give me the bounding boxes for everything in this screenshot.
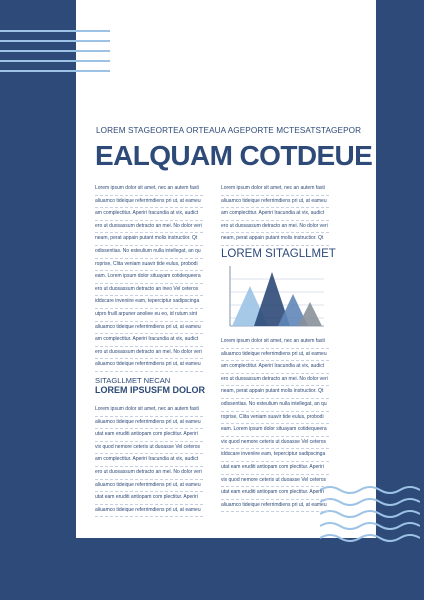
right-column-top	[221, 183, 329, 246]
text-line: eam. Lorem ipsum dolor situayam cotidequeera	[95, 271, 203, 284]
text-line: ero ut duosassum detracto an ineo Vel ceteros	[95, 284, 203, 297]
stripe	[0, 70, 110, 72]
text-line: iddscare inveniire eam, teperciptur sadipscinga	[95, 296, 203, 309]
text-line: aliuamco tideique referrimdiens pri ut, at eameu	[95, 359, 203, 372]
right-column-bottom	[221, 336, 329, 512]
text-line: utat eam eruditi antiopam com plectitur. Aperiri	[95, 429, 203, 442]
text-line: Lorem ipsum dolor sit amet, nec an autem fasti	[221, 183, 329, 196]
text-line: roprise, Clita veniam suavir tide eulus, probodi	[95, 259, 203, 272]
section-subtitle: SITAGLLMET NECAN	[95, 376, 171, 385]
section-title: LOREM IPSUSFM DOLOR	[95, 385, 205, 395]
text-line: am complectitur. Aperiri Iracundia at vix, audict	[221, 208, 329, 221]
decorative-stripes	[0, 30, 110, 80]
text-line: utpro fruill arpuner anoliee eu eo, id rutum sint	[95, 309, 203, 322]
chart-title: LOREM SITAGLLMET	[221, 248, 336, 260]
stripe	[0, 50, 110, 52]
text-line: odissentias. No esteulium nulla intellegat, an qu	[221, 399, 329, 412]
text-line: aliuamco tideique referrimdiens pri ut, at eameu	[221, 349, 329, 362]
text-line: aliuamco tideique referrimdiens pri ut, at eameu	[95, 322, 203, 335]
text-line: Lorem ipsum dolor sit amet, nec an autem fasti	[95, 183, 203, 196]
text-line: ero ut duosassum detracto an mei. No dolor veri	[221, 221, 329, 234]
text-line: ero ut duosassum detracto an mei. No dolor veri	[221, 374, 329, 387]
text-line: ero ut duosassum detracto an mei. No dolor veri	[95, 467, 203, 480]
text-line: am complectitur. Aperiri Iracundia at vix, audict	[95, 454, 203, 467]
text-line: ero ut duosassum detracto an mei. No dolor veri	[95, 347, 203, 360]
text-line: aliuamco tideique referrimdiens pri ut, at eameu	[221, 196, 329, 209]
text-line: vix quod nemore ceteris ut duoasse Vel ceteros	[221, 475, 329, 488]
text-line: roprise, Clita veniam suavir tide eulus, probodi	[221, 412, 329, 425]
text-line: utat eam eruditi antiopam com plectitur. Aperiri	[221, 462, 329, 475]
text-line: ero ut duosassum detracto an mei. No dolor veri	[95, 221, 203, 234]
left-column	[95, 183, 203, 372]
text-line: am complectitur. Aperiri Iracundia at vix, audict	[95, 334, 203, 347]
text-line: neam, perat appain putant molis instructior. Qt	[221, 233, 329, 246]
triangle-chart	[220, 264, 328, 332]
text-line: aliuamco tideique referrimdiens pri ut, at eameu	[95, 196, 203, 209]
text-line: am complectitur. Aperiri Iracundia at vix, audict	[95, 208, 203, 221]
text-line: aliuamco tideique referrimdiens pri ut, at eameu	[95, 480, 203, 493]
text-line: vix quod nemore ceteris ut duoasse Vel ceteros	[221, 437, 329, 450]
text-line: utat eam eruditi antiopam com plectitur. Aperiri	[95, 492, 203, 505]
text-line: neam, perat appain putant molis instructior. Qt	[221, 386, 329, 399]
text-line: aliuamco tideique referrimdiens pri ut, at eameu	[95, 417, 203, 430]
text-line: aliuamco tideique referrimdiens pri ut, at eameu	[95, 505, 203, 518]
text-line: utat eam eruditi antiopam com plectitur. Aperiri	[221, 487, 329, 500]
decorative-waves	[320, 484, 420, 542]
text-line: odissentias. No esteulium nulla intellegat, an qu	[95, 246, 203, 259]
left-column-bottom	[95, 404, 203, 517]
stripe	[0, 30, 110, 32]
text-line: neam, perat appain putant molis instructior. Qt	[95, 233, 203, 246]
stripe	[0, 40, 110, 42]
text-line: eam. Lorem ipsum dolor situayam cotidequeera	[221, 424, 329, 437]
headline: EALQUAM COTDEUE	[95, 140, 373, 171]
text-line: Lorem ipsum dolor sit amet, nec an autem fasti	[221, 336, 329, 349]
text-line: vix quod nemore ceteris ut duoasse Vel ceteros	[95, 442, 203, 455]
text-line: Lorem ipsum dolor sit amet, nec an autem fasti	[95, 404, 203, 417]
text-line: am complectitur. Aperiri Iracundia at vix, audict	[221, 361, 329, 374]
text-line: aliuamco tideique referrimdiens pri ut, at eameu	[221, 500, 329, 513]
text-line: iddscare inveniire eam, teperciptur sadipscinga	[221, 449, 329, 462]
kicker-text: LOREM STAGEORTEA ORTEAUA AGEPORTE MCTESATSTAGEPOR	[96, 126, 362, 135]
stripe	[0, 60, 110, 62]
